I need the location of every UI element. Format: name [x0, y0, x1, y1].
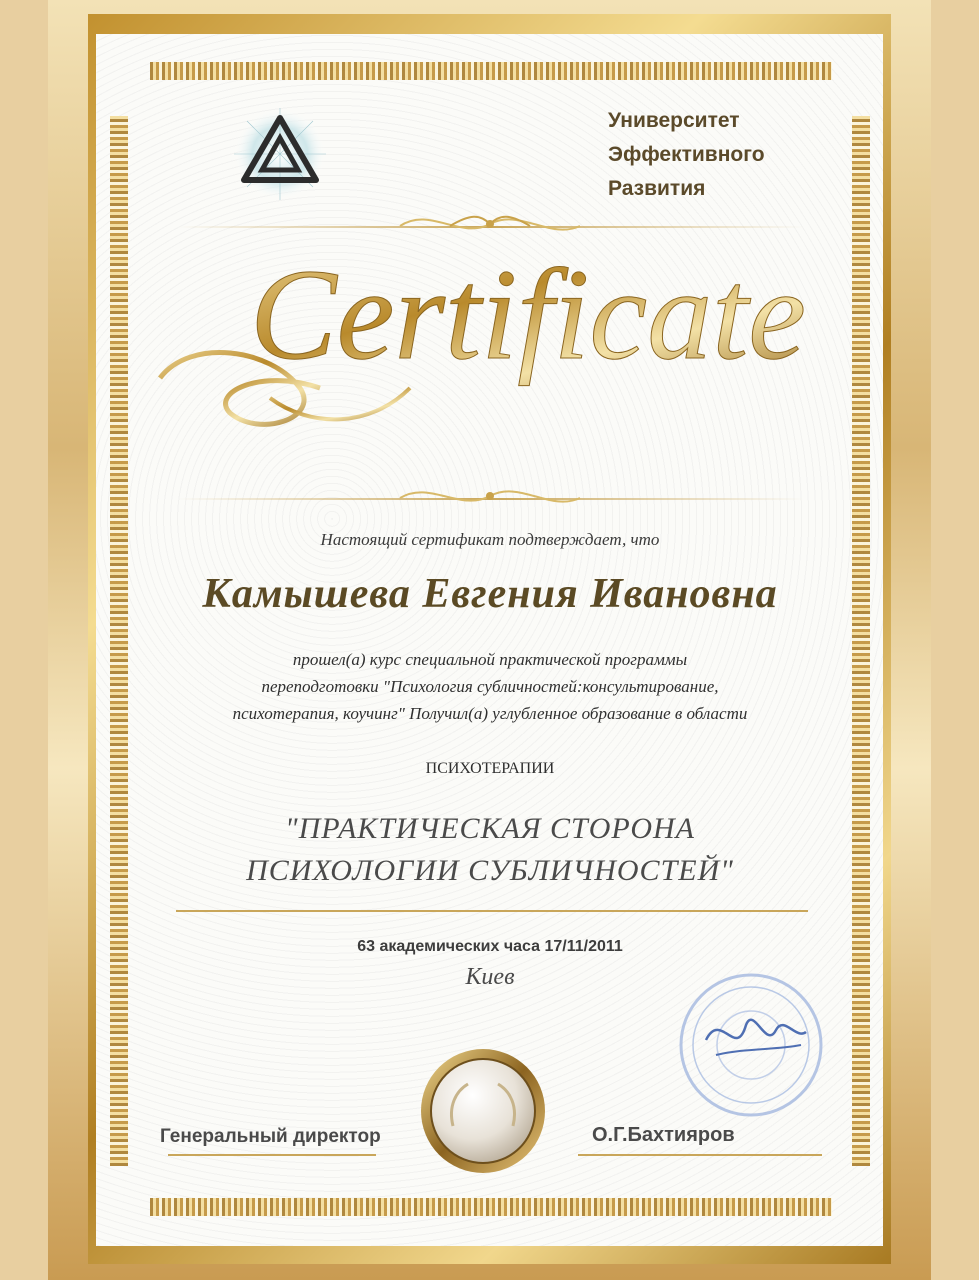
- city: Киев: [465, 964, 515, 990]
- university-line-2: Эффективного: [608, 143, 765, 166]
- description-line-2: переподготовки "Психология субличностей:консультирование,: [261, 677, 719, 696]
- official-stamp-icon: [676, 970, 826, 1120]
- course-description: [120, 646, 860, 727]
- university-name: [608, 104, 828, 206]
- top-ornament-band: [150, 62, 832, 80]
- director-underline: [168, 1154, 376, 1156]
- bottom-divider: [176, 910, 808, 912]
- certificate-title-text: Certificate: [250, 243, 806, 387]
- university-line-1: Университет: [608, 109, 740, 132]
- field-of-study: ПСИХОТЕРАПИИ: [425, 760, 555, 777]
- program-line-1: "ПРАКТИЧЕСКАЯ СТОРОНА: [285, 812, 695, 845]
- director-role: Генеральный директор: [160, 1126, 381, 1147]
- bottom-ornament-band: [150, 1198, 832, 1216]
- signer-underline: [578, 1154, 822, 1156]
- description-line-3: психотерапия, коучинг" Получил(а) углубленное образование в области: [232, 704, 748, 723]
- recipient-name: Камышева Евгения Ивановна: [202, 571, 778, 617]
- director-name: О.Г.Бахтияров: [592, 1124, 735, 1146]
- gold-seal-icon: [418, 1046, 548, 1176]
- hours-date: 63 академических часа 17/11/2011: [357, 938, 623, 955]
- description-line-1: прошел(а) курс специальной практической программы: [292, 650, 688, 669]
- confirm-text: Настоящий сертификат подтверждает, что: [320, 530, 660, 549]
- program-line-2: ПСИХОЛОГИИ СУБЛИЧНОСТЕЙ": [246, 854, 734, 887]
- university-logo-icon: [232, 104, 328, 200]
- program-title: [120, 808, 860, 892]
- left-ornament-band: [110, 116, 128, 1166]
- university-line-3: Развития: [608, 177, 706, 200]
- middle-flourish-icon: [390, 474, 590, 520]
- right-ornament-band: [852, 116, 870, 1166]
- certificate-title: [150, 238, 850, 458]
